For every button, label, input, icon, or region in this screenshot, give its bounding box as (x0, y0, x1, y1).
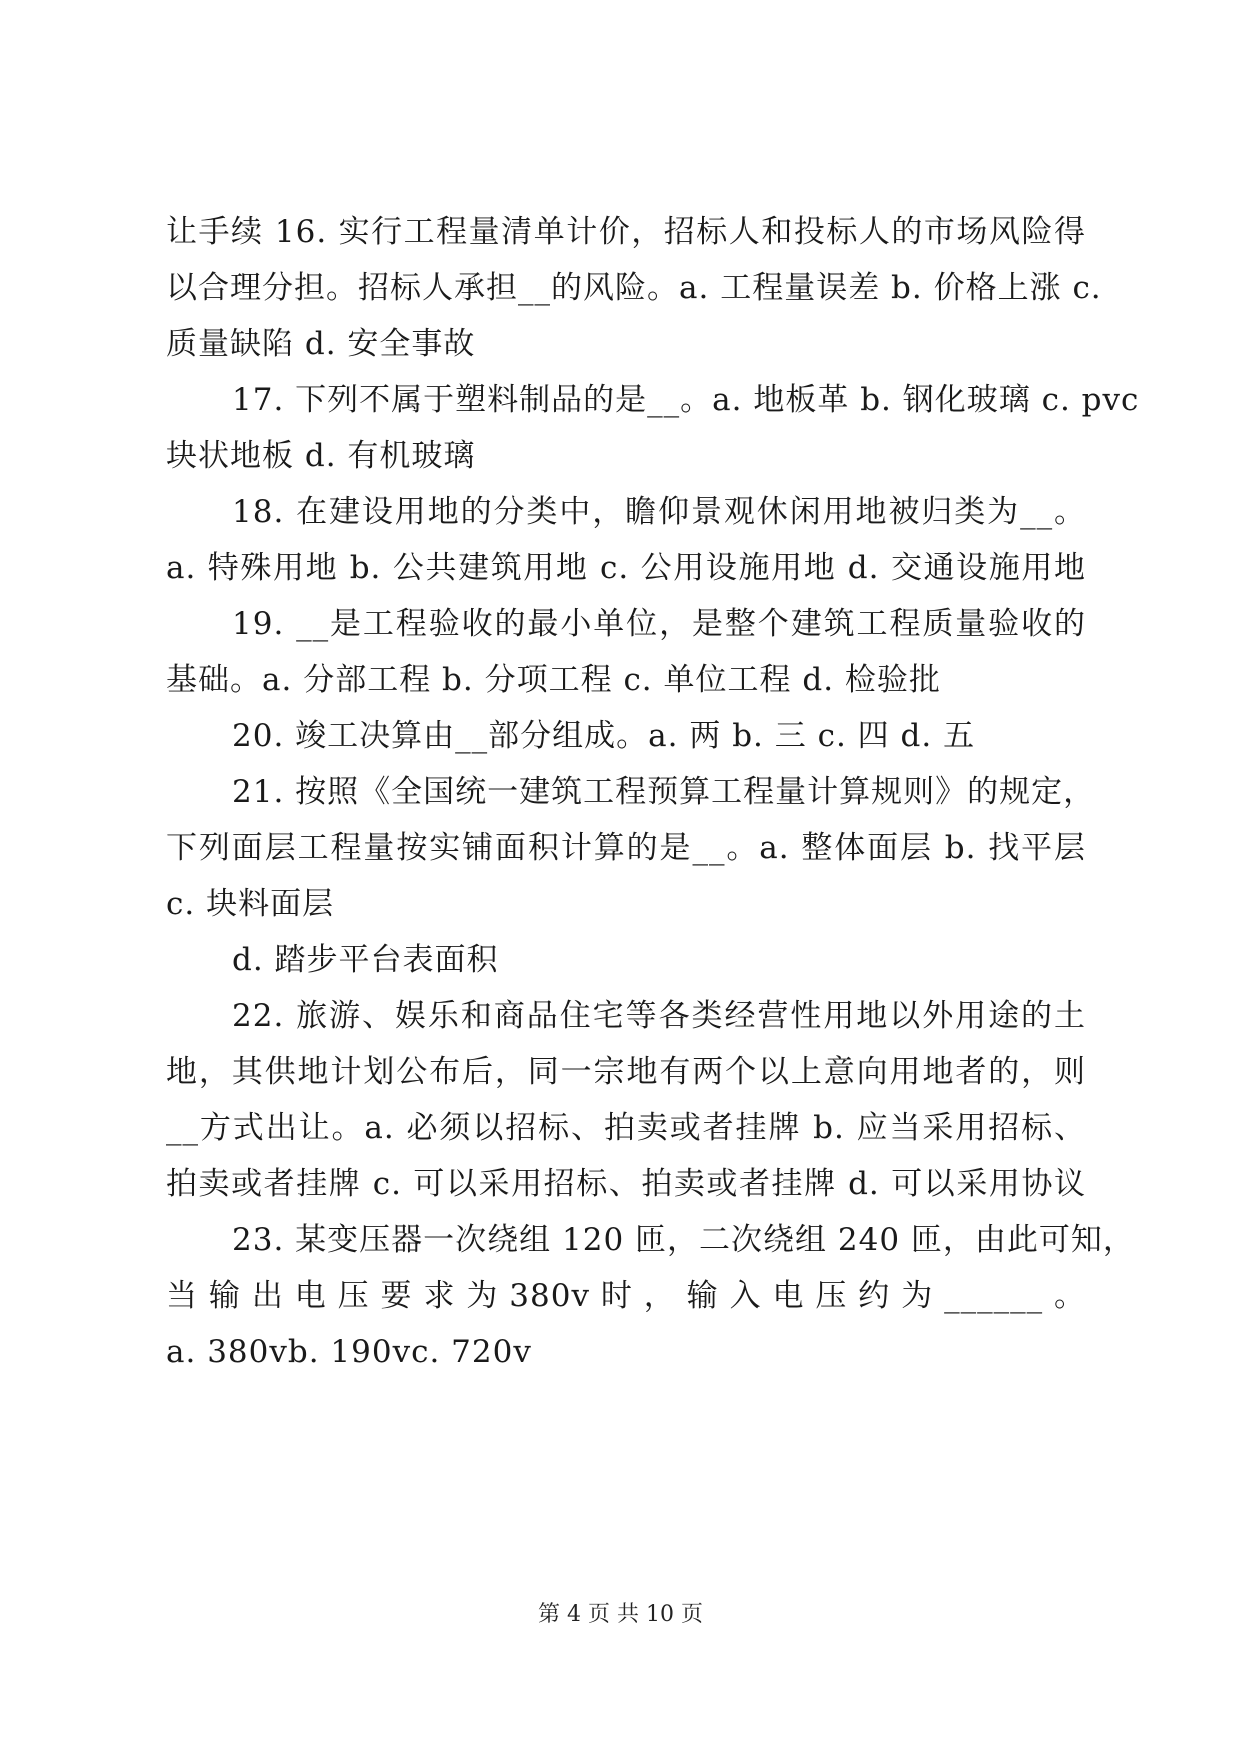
question-17-line-2: 块状地板 d. 有机玻璃 (166, 438, 476, 474)
question-19-line-2: 基础。a. 分部工程 b. 分项工程 c. 单位工程 d. 检验批 (166, 662, 941, 698)
question-23-line-1: 23. 某变压器一次绕组 120 匝，二次绕组 240 匝，由此可知， (232, 1222, 1135, 1258)
question-22-line-3: __方式出让。a. 必须以招标、拍卖或者挂牌 b. 应当采用招标、 (166, 1110, 1086, 1146)
question-22-line-1: 22. 旅游、娱乐和商品住宅等各类经营性用地以外用途的土 (232, 998, 1086, 1034)
question-23-line-3: a. 380vb. 190vc. 720v (166, 1334, 532, 1370)
question-21-line-1: 21. 按照《全国统一建筑工程预算工程量计算规则》的规定， (232, 774, 1096, 810)
question-19-line-1: 19. __是工程验收的最小单位，是整个建筑工程质量验收的 (232, 606, 1086, 642)
question-23-line-2: 当 输 出 电 压 要 求 为 380v 时 ， 输 入 电 压 约 为 ______ 。 (166, 1278, 1086, 1314)
question-21-line-4: d. 踏步平台表面积 (232, 942, 499, 978)
question-21-line-3: c. 块料面层 (166, 886, 335, 922)
question-22-line-2: 地，其供地计划公布后，同一宗地有两个以上意向用地者的，则 (166, 1054, 1086, 1090)
text-line-1: 让手续 16. 实行工程量清单计价，招标人和投标人的市场风险得 (166, 214, 1086, 250)
question-18-line-1: 18. 在建设用地的分类中，瞻仰景观休闲用地被归类为__。 (232, 494, 1086, 530)
question-21-line-2: 下列面层工程量按实铺面积计算的是__。a. 整体面层 b. 找平层 (166, 830, 1086, 866)
text-line-2: 以合理分担。招标人承担__的风险。a. 工程量误差 b. 价格上涨 c. (166, 270, 1102, 306)
page-number-footer: 第 4 页 共 10 页 (538, 1602, 703, 1627)
question-17-line-1: 17. 下列不属于塑料制品的是__。a. 地板革 b. 钢化玻璃 c. pvc (232, 382, 1140, 418)
question-18-line-2: a. 特殊用地 b. 公共建筑用地 c. 公用设施用地 d. 交通设施用地 (166, 550, 1086, 586)
text-line-3: 质量缺陷 d. 安全事故 (166, 326, 476, 362)
question-20-line-1: 20. 竣工决算由__部分组成。a. 两 b. 三 c. 四 d. 五 (232, 718, 976, 754)
question-22-line-4: 拍卖或者挂牌 c. 可以采用招标、拍卖或者挂牌 d. 可以采用协议 (166, 1166, 1086, 1202)
